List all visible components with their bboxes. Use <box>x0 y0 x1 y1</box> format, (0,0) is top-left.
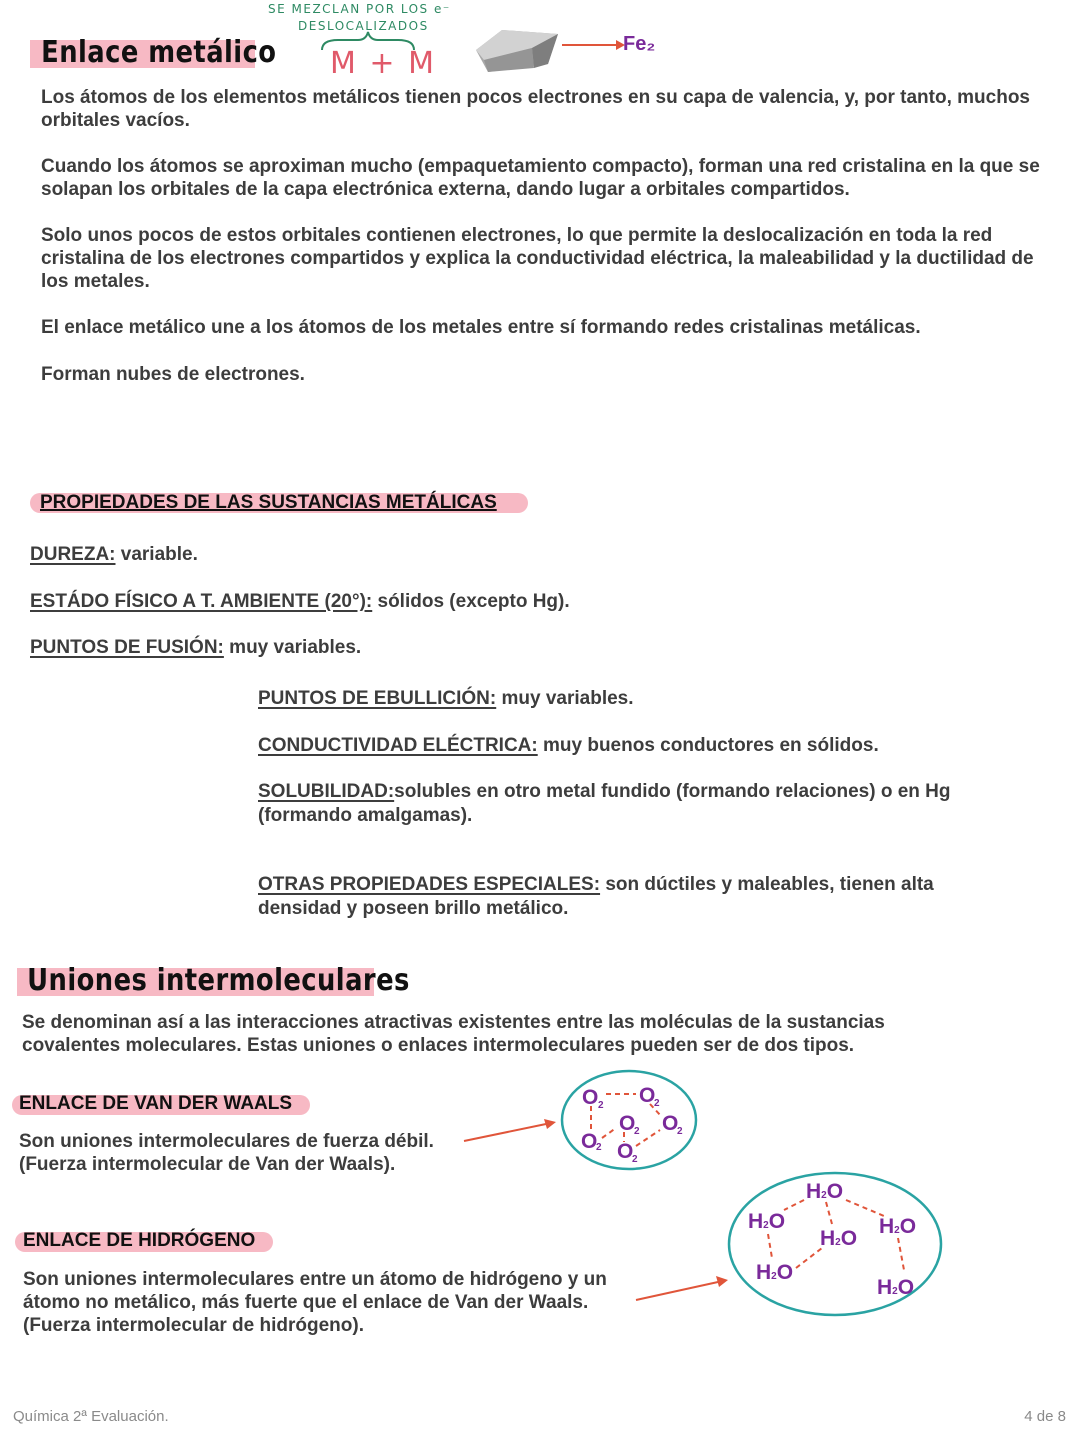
molecule-subscript: 2 <box>821 1190 827 1201</box>
property-puntos-ebullicion <box>258 687 978 711</box>
molecule-label: O <box>662 1112 679 1135</box>
paragraph-5: Forman nubes de electrones. <box>41 364 305 385</box>
property-key: DUREZA: <box>30 544 116 565</box>
molecule-subscript: 2 <box>894 1225 900 1236</box>
footer-left: Química 2ª Evaluación. <box>13 1408 169 1425</box>
svg-text:H2O <box>877 1276 914 1299</box>
properties-heading: PROPIEDADES DE LAS SUSTANCIAS METÁLICAS <box>40 492 497 513</box>
molecule-label: O <box>582 1086 599 1109</box>
property-key: PUNTOS DE FUSIÓN: <box>30 637 224 658</box>
property-value: muy buenos conductores en sólidos. <box>537 735 879 756</box>
molecule-h: H <box>877 1276 893 1299</box>
metal-bar-image <box>472 20 560 80</box>
molecule-subscript: 2 <box>654 1098 660 1109</box>
property-conductividad <box>258 734 978 758</box>
molecule-o: O <box>768 1210 786 1233</box>
svg-text:H2O <box>879 1215 916 1238</box>
o2-molecules-diagram <box>558 1068 700 1172</box>
molecule-h: H <box>756 1261 772 1284</box>
molecule-o: O <box>840 1227 858 1250</box>
property-dureza <box>30 543 1050 567</box>
svg-text:H2O <box>748 1210 785 1233</box>
paragraph-1: Los átomos de los elementos metálicos tienen pocos electrones en su capa de valencia, y, por tanto, muchos orbitales vacíos. <box>41 87 1030 131</box>
molecule-h: H <box>879 1215 895 1238</box>
property-puntos-fusion <box>30 636 1050 660</box>
footer-page-number: 4 de 8 <box>1024 1408 1066 1425</box>
molecule-subscript: 2 <box>634 1126 640 1137</box>
svg-text:H2O <box>806 1180 843 1203</box>
molecule-h: H <box>806 1180 822 1203</box>
molecule-subscript: 2 <box>596 1142 602 1153</box>
molecule-subscript: 2 <box>892 1286 898 1297</box>
property-solubilidad <box>258 780 978 827</box>
molecule-subscript: 2 <box>598 1100 604 1111</box>
property-otras <box>258 873 988 920</box>
property-key: SOLUBILIDAD: <box>258 781 395 802</box>
arrow-to-h2o-diagram-icon <box>634 1272 730 1304</box>
hydrogen-text: Son uniones intermoleculares entre un átomo de hidrógeno y un átomo no metálico, más fuerte que el enlace de Van der Waals. (Fuerza intermolecular de hidrógeno). <box>23 1269 607 1336</box>
handwritten-annotation-line2: DESLOCALIZADOS <box>298 19 429 33</box>
property-key: ESTÁDO FÍSICO A T. AMBIENTE (20°): <box>30 591 373 612</box>
molecule-subscript: 2 <box>835 1237 841 1248</box>
property-value: sólidos (excepto Hg). <box>372 591 570 612</box>
property-value: muy variables. <box>496 688 634 709</box>
svg-text:H2O <box>820 1227 857 1250</box>
property-estado-fisico <box>30 590 1050 614</box>
molecule-o: O <box>899 1215 917 1238</box>
property-key: PUNTOS DE EBULLICIÓN: <box>258 688 497 709</box>
molecule-h: H <box>820 1227 836 1250</box>
property-key: CONDUCTIVIDAD ELÉCTRICA: <box>258 735 538 756</box>
paragraph-4: El enlace metálico une a los átomos de los metales entre sí formando redes cristalinas metálicas. <box>41 317 921 338</box>
h2o-molecules-diagram <box>726 1166 944 1318</box>
paragraph-2: Cuando los átomos se aproximan mucho (empaquetamiento compacto), forman una red cristalina en la que se solapan los orbitales de la capa electrónica externa, dando lugar a orbitales compartidos. <box>41 156 1040 200</box>
vdw-text: Son uniones intermoleculares de fuerza débil. (Fuerza intermolecular de Van der Waals). <box>19 1131 434 1175</box>
handwritten-annotation-line1: SE MEZCLAN POR LOS e⁻ <box>268 2 451 16</box>
molecule-subscript: 2 <box>677 1126 683 1137</box>
molecule-label: O <box>639 1084 656 1107</box>
molecule-subscript: 2 <box>632 1154 638 1165</box>
arrow-to-o2-diagram-icon <box>462 1116 558 1146</box>
molecule-o: O <box>776 1261 794 1284</box>
molecule-label: O <box>581 1130 598 1153</box>
property-key: OTRAS PROPIEDADES ESPECIALES: <box>258 874 601 895</box>
molecule-label: O <box>617 1140 634 1163</box>
svg-text:H2O <box>756 1261 793 1284</box>
molecule-subscript: 2 <box>763 1220 769 1231</box>
section-title-enlace-metalico: Enlace metálico <box>41 35 277 70</box>
molecule-o: O <box>826 1180 844 1203</box>
molecule-o: O <box>897 1276 915 1299</box>
fe-label: Fe₂ <box>623 33 656 55</box>
molecule-h: H <box>748 1210 764 1233</box>
property-value: solubles en otro metal fundido (formando relaciones) o en Hg (formando amalgamas). <box>258 781 951 826</box>
hydrogen-heading: ENLACE DE HIDRÓGENO <box>23 1230 256 1251</box>
molecule-label: O <box>619 1112 636 1135</box>
section-title-uniones: Uniones intermoleculares <box>27 963 410 998</box>
property-value: muy variables. <box>223 637 362 658</box>
paragraph-3: Solo unos pocos de estos orbitales contienen electrones, lo que permite la deslocalización en toda la red cristalina de los electrones compartidos y explica la conductividad eléctrica, la maleabilidad y la ductilidad de los metales. <box>41 225 1034 292</box>
intro-paragraph: Se denominan así a las interacciones atractivas existentes entre las moléculas de la sustancias covalentes moleculares. Estas uniones o enlaces intermoleculares pueden ser de dos tipos. <box>22 1012 885 1056</box>
property-value: variable. <box>115 544 198 565</box>
handwritten-formula: M + M <box>330 46 436 81</box>
molecule-subscript: 2 <box>771 1271 777 1282</box>
arrow-to-fe-icon <box>562 38 626 52</box>
property-value: son dúctiles y maleables, tienen alta densidad y poseen brillo metálico. <box>258 874 934 919</box>
vdw-heading: ENLACE DE VAN DER WAALS <box>19 1093 293 1114</box>
